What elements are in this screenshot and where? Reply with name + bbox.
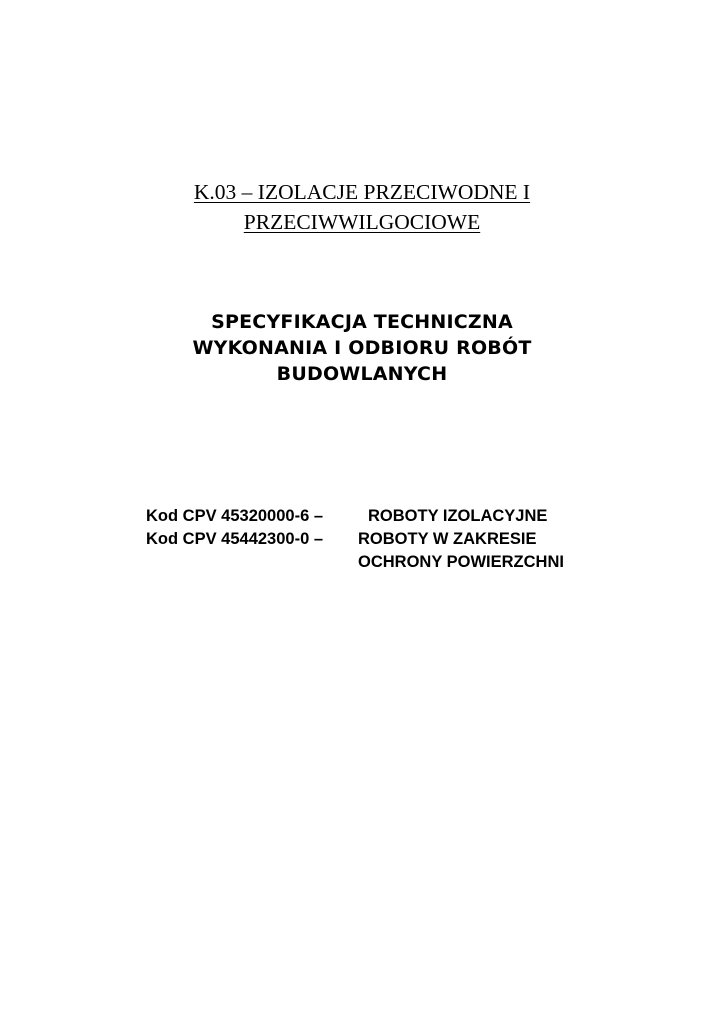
- cpv-description: ROBOTY IZOLACYJNE: [368, 507, 548, 525]
- document-title: [0, 177, 724, 237]
- specification-heading-line-2: WYKONANIA I ODBIORU ROBÓT: [192, 337, 532, 359]
- document-title-line-1: K.03 – IZOLACJE PRZECIWODNE I: [193, 180, 531, 204]
- specification-heading-line-3: BUDOWLANYCH: [276, 363, 448, 385]
- document-title-line-2: PRZECIWWILGOCIOWE: [243, 210, 481, 234]
- specification-heading-line-1: SPECYFIKACJA TECHNICZNA: [211, 311, 513, 333]
- cpv-description: ROBOTY W ZAKRESIE: [358, 530, 537, 548]
- cpv-code: Kod CPV 45320000-6 –: [146, 507, 324, 525]
- cpv-code: Kod CPV 45442300-0 –: [146, 530, 324, 548]
- specification-heading: [0, 309, 724, 387]
- cpv-description: OCHRONY POWIERZCHNI: [358, 553, 564, 571]
